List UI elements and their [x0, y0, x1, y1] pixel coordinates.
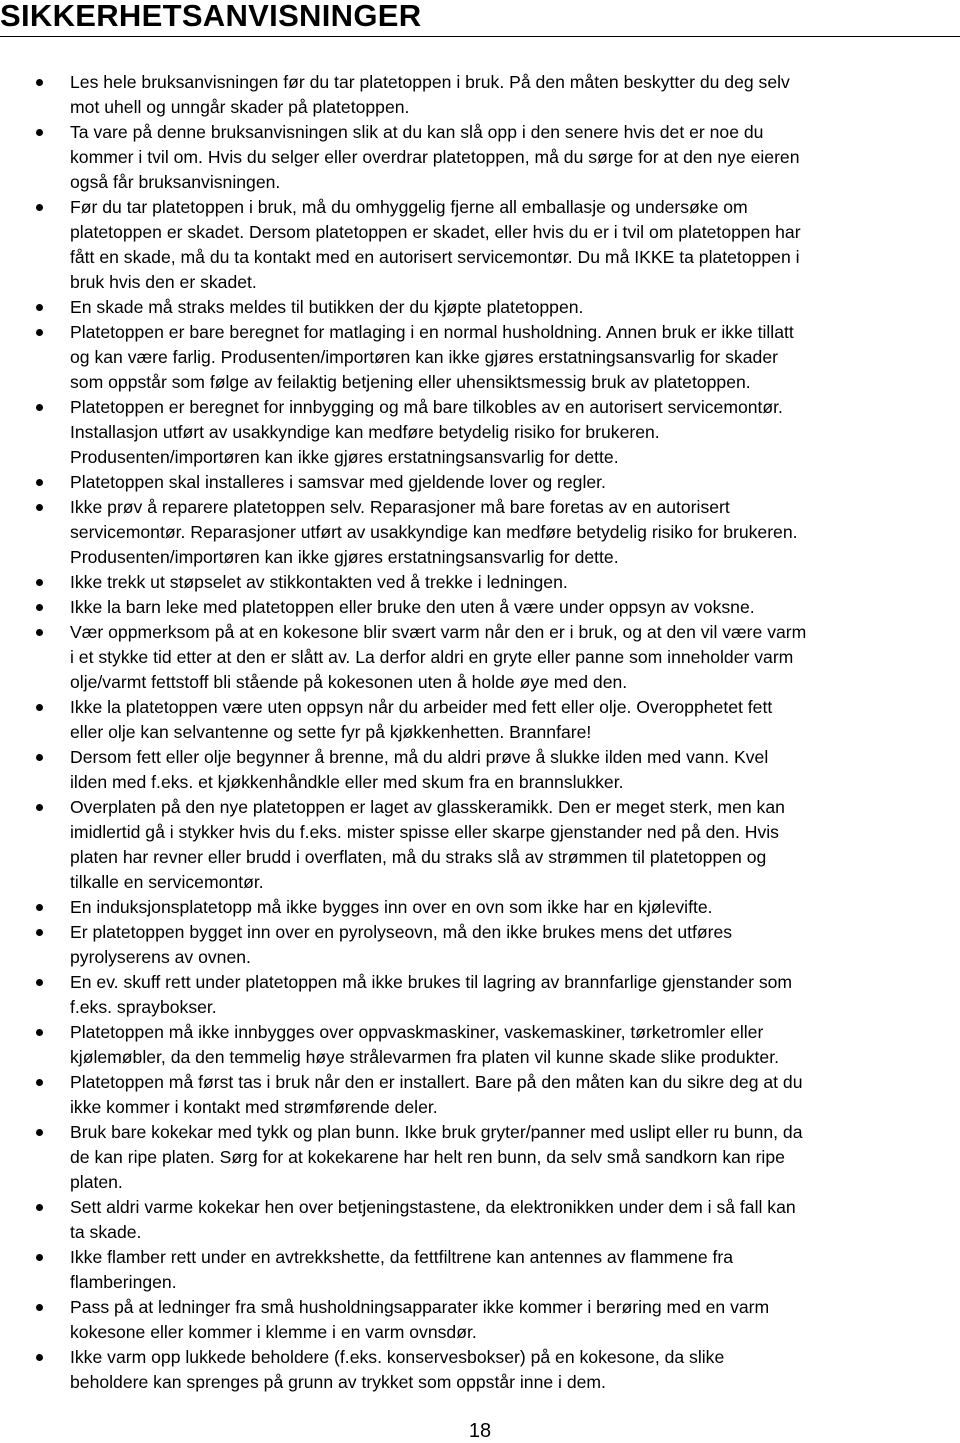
bullet-icon: [36, 304, 43, 311]
bullet-icon: [36, 979, 43, 986]
list-item-text: Bruk bare kokekar med tykk og plan bunn. Ikke bruk gryter/panner med uslipt eller ru bunn, da de kan ripe platen. Sørg for at kokekarene har helt ren bunn, da selv små sandkorn kan ripe platen.: [70, 1122, 803, 1192]
bullet-icon: [36, 1254, 43, 1261]
bullet-icon: [36, 129, 43, 136]
list-item: [0, 320, 960, 395]
list-item-text: Platetoppen skal installeres i samsvar med gjeldende lover og regler.: [70, 472, 606, 492]
list-item: [0, 395, 960, 470]
list-item-text: Platetoppen er beregnet for innbygging og må bare tilkobles av en autorisert servicemontør. Installasjon utført av usakkyndige kan medføre betydelig risiko for brukeren. Produsenten/importøren kan ikke gjøres erstatningsansvarlig for dette.: [70, 397, 783, 467]
list-item-text: Ikke la platetoppen være uten oppsyn når du arbeider med fett eller olje. Overopphetet fett eller olje kan selvantenne og sette fyr på kjøkkenhetten. Brannfare!: [70, 697, 773, 742]
list-item-text: Overplaten på den nye platetoppen er laget av glasskeramikk. Den er meget sterk, men kan imidlertid gå i stykker hvis du f.eks. mister spisse eller skarpe gjenstander ned på den. Hvis platen har revner eller brudd i overflaten, må du straks slå av strømmen til platetoppen og tilkalle en servicemontør.: [70, 797, 785, 892]
list-item-text: Platetoppen er bare beregnet for matlaging i en normal husholdning. Annen bruk er ikke tillatt og kan være farlig. Produsenten/importøren kan ikke gjøres erstatningsansvarlig for skader som oppstår som følge av feilaktig betjening eller uhensiktsmessig bruk av platetoppen.: [70, 322, 794, 392]
list-item: [0, 1070, 960, 1120]
bullet-icon: [36, 904, 43, 911]
list-item-text: Pass på at ledninger fra små husholdningsapparater ikke kommer i berøring med en varm kokesone eller kommer i klemme i en varm ovnsdør.: [70, 1297, 770, 1342]
page-number: 18: [468, 1420, 492, 1442]
list-item: [0, 620, 960, 695]
bullet-icon: [36, 1204, 43, 1211]
list-item: [0, 70, 960, 120]
list-item-text: En ev. skuff rett under platetoppen må ikke brukes til lagring av brannfarlige gjenstander som f.eks. spraybokser.: [70, 972, 793, 1017]
list-item: [0, 1120, 960, 1195]
bullet-icon: [36, 329, 43, 336]
list-item: [0, 1245, 960, 1295]
list-item: [0, 295, 960, 320]
list-item: [0, 1020, 960, 1070]
list-item-text: Ikke trekk ut støpselet av stikkontakten ved å trekke i ledningen.: [70, 572, 568, 592]
bullet-icon: [36, 1304, 43, 1311]
list-item: [0, 470, 960, 495]
list-item-text: En induksjonsplatetopp må ikke bygges inn over en ovn som ikke har en kjølevifte.: [70, 897, 713, 917]
bullet-icon: [36, 204, 43, 211]
safety-instructions-list: [0, 70, 960, 1395]
bullet-icon: [36, 504, 43, 511]
list-item-text: Vær oppmerksom på at en kokesone blir svært varm når den er i bruk, og at den vil være varm i et stykke tid etter at den er slått av. La derfor aldri en gryte eller panne som inneholder varm olje/varmt fettstoff bli stående på kokesonen uten å holde øye med den.: [70, 622, 807, 692]
list-item-text: Ikke flamber rett under en avtrekkshette, da fettfiltrene kan antennes av flammene fra flamberingen.: [70, 1247, 734, 1292]
list-item: [0, 1195, 960, 1245]
bullet-icon: [36, 629, 43, 636]
list-item-text: Ikke la barn leke med platetoppen eller bruke den uten å være under oppsyn av voksne.: [70, 597, 755, 617]
bullet-icon: [36, 1129, 43, 1136]
list-item: [0, 570, 960, 595]
bullet-icon: [36, 1079, 43, 1086]
bullet-icon: [36, 479, 43, 486]
list-item-text: Platetoppen må ikke innbygges over oppvaskmaskiner, vaskemaskiner, tørketromler eller kjølemøbler, da den temmelig høye strålevarmen fra platen vil kunne skade slike produkter.: [70, 1022, 779, 1067]
list-item: [0, 1345, 960, 1395]
list-item-text: Sett aldri varme kokekar hen over betjeningstastene, da elektronikken under dem i så fall kan ta skade.: [70, 1197, 796, 1242]
list-item-text: Les hele bruksanvisningen før du tar platetoppen i bruk. På den måten beskytter du deg selv mot uhell og unngår skader på platetoppen.: [70, 72, 790, 117]
list-item: [0, 1295, 960, 1345]
page-title: SIKKERHETSANVISNINGER: [0, 0, 422, 33]
bullet-icon: [36, 1029, 43, 1036]
list-item-text: Platetoppen må først tas i bruk når den er installert. Bare på den måten kan du sikre deg at du ikke kommer i kontakt med strømførende deler.: [70, 1072, 803, 1117]
list-item: [0, 120, 960, 195]
list-item: [0, 495, 960, 570]
list-item: [0, 595, 960, 620]
bullet-icon: [36, 579, 43, 586]
list-item: [0, 970, 960, 1020]
list-item-text: Ikke prøv å reparere platetoppen selv. Reparasjoner må bare foretas av en autorisert servicemontør. Reparasjoner utført av usakkyndige kan medføre betydelig risiko for brukeren. Produsenten/importøren kan ikke gjøres erstatningsansvarlig for dette.: [70, 497, 798, 567]
title-rule: [0, 36, 960, 37]
bullet-icon: [36, 804, 43, 811]
list-item-text: Dersom fett eller olje begynner å brenne, må du aldri prøve å slukke ilden med vann. Kvel ilden med f.eks. et kjøkkenhåndkle eller med skum fra en brannslukker.: [70, 747, 769, 792]
bullet-icon: [36, 404, 43, 411]
list-item: [0, 920, 960, 970]
list-item: [0, 195, 960, 295]
list-item-text: Ta vare på denne bruksanvisningen slik at du kan slå opp i den senere hvis det er noe du kommer i tvil om. Hvis du selger eller overdrar platetoppen, må du sørge for at den nye eieren også får bruksanvisningen.: [70, 122, 800, 192]
list-item-text: Er platetoppen bygget inn over en pyrolyseovn, må den ikke brukes mens det utføres pyrolyserens av ovnen.: [70, 922, 733, 967]
list-item-text: Ikke varm opp lukkede beholdere (f.eks. konservesbokser) på en kokesone, da slike beholdere kan sprenges på grunn av trykket som oppstår inne i dem.: [70, 1347, 725, 1392]
bullet-icon: [36, 704, 43, 711]
list-item: [0, 745, 960, 795]
bullet-icon: [36, 604, 43, 611]
list-item: [0, 895, 960, 920]
bullet-icon: [36, 1354, 43, 1361]
list-item-text: En skade må straks meldes til butikken der du kjøpte platetoppen.: [70, 297, 584, 317]
bullet-icon: [36, 79, 43, 86]
list-item-text: Før du tar platetoppen i bruk, må du omhyggelig fjerne all emballasje og undersøke om platetoppen er skadet. Dersom platetoppen er skadet, eller hvis du er i tvil om platetoppen har fått en skade, må du ta kontakt med en autorisert servicemontør. Du må IKKE ta platetoppen i bruk hvis den er skadet.: [70, 197, 801, 292]
bullet-icon: [36, 754, 43, 761]
bullet-icon: [36, 929, 43, 936]
list-item: [0, 795, 960, 895]
list-item: [0, 695, 960, 745]
